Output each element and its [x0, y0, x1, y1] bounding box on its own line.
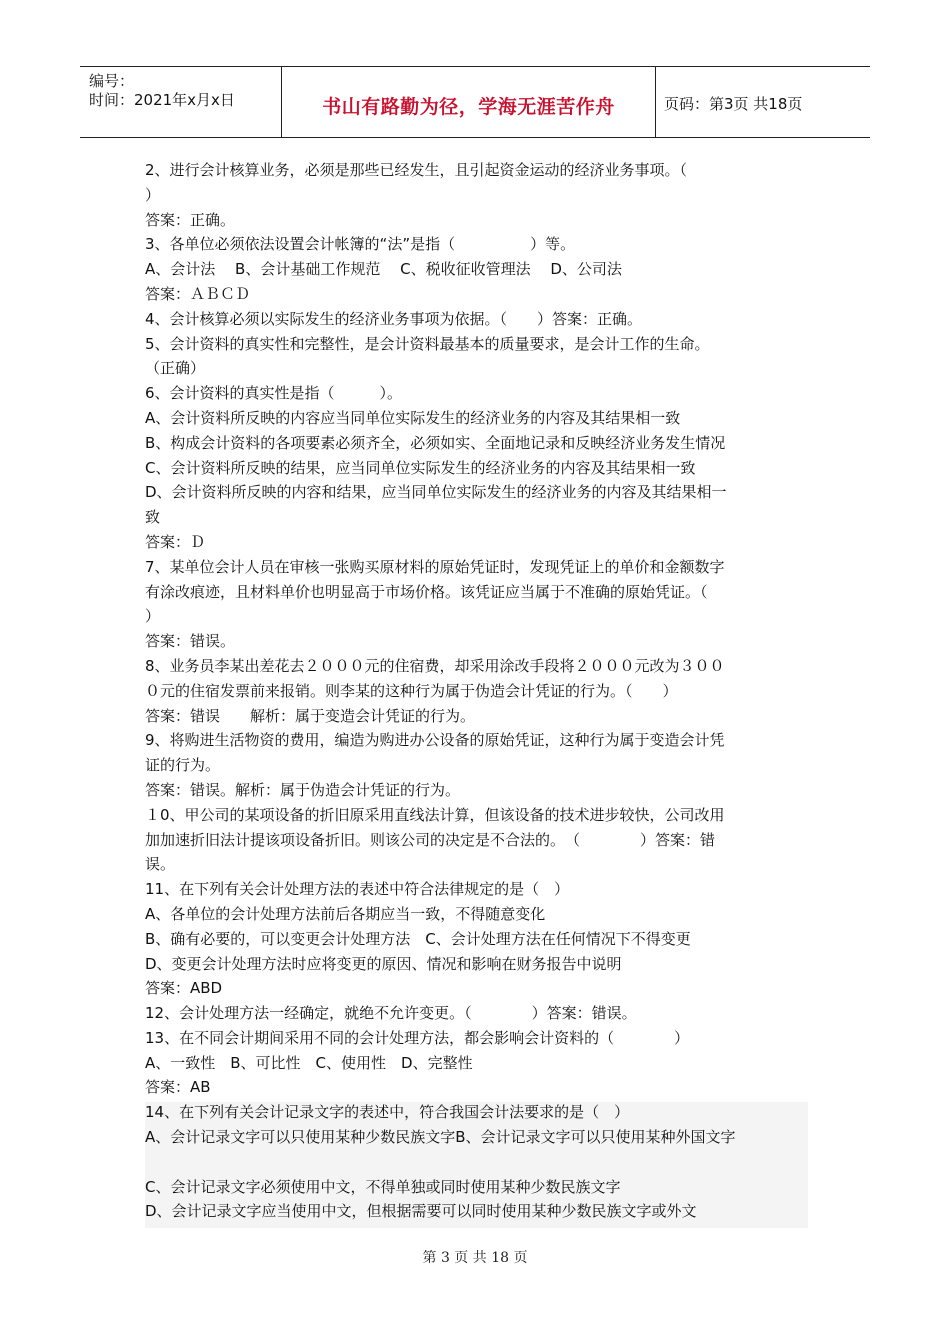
text-line: 答案：错误。解析：属于伪造会计凭证的行为。: [145, 780, 461, 799]
text-line: （正确）: [145, 359, 206, 378]
text-line: B、构成会计资料的各项要素必须齐全，必须如实、全面地记录和反映经济业务发生情况: [145, 433, 726, 452]
header-motto-cell: [282, 67, 656, 137]
text-line: A、会计资料所反映的内容应当同单位实际发生的经济业务的内容及其结果相一致: [145, 408, 681, 427]
text-line: 12、会计处理方法一经确定，就绝不允许变更。（ ）答案：错误。: [145, 1004, 637, 1023]
text-line: 3、各单位必须依法设置会计帐簿的“法”是指（ ）等。: [145, 235, 576, 254]
text-line: ０元的住宿发票前来报销。则李某的这种行为属于伪造会计凭证的行为。（ ）: [145, 681, 678, 700]
text-line: 答案：错误 解析：属于变造会计凭证的行为。: [145, 706, 476, 725]
text-line: 有涂改痕迹，且材料单价也明显高于市场价格。该凭证应当属于不准确的原始凭证。（: [145, 582, 708, 601]
text-line: １0、甲公司的某项设备的折旧原采用直线法计算，但该设备的技术进步较快，公司改用: [145, 805, 725, 824]
text-line: 答案：ABD: [145, 979, 223, 998]
document-time-label: 时间：2021年x月x日: [89, 91, 235, 109]
text-line: 答案：Ｄ: [145, 532, 206, 551]
page-footer: 第 3 页 共 18 页: [422, 1250, 528, 1266]
text-line: D、变更会计处理方法时应将变更的原因、情况和影响在财务报告中说明: [145, 954, 622, 973]
text-line: ）: [145, 185, 161, 204]
text-line: 答案：ＡＢＣＤ: [145, 284, 251, 303]
header-motto: 书山有路勤为径，学海无涯苦作舟: [322, 96, 615, 118]
text-line: A、各单位的会计处理方法前后各期应当一致，不得随意变化: [145, 904, 546, 923]
text-line: D、会计资料所反映的内容和结果，应当同单位实际发生的经济业务的内容及其结果相一: [145, 483, 727, 502]
text-line: A、会计记录文字可以只使用某种少数民族文字B、会计记录文字可以只使用某种外国文字: [145, 1128, 736, 1147]
text-line: 13、在不同会计期间采用不同的会计处理方法，都会影响会计资料的（ ）: [145, 1028, 690, 1047]
text-line: 11、在下列有关会计处理方法的表述中符合法律规定的是（ ）: [145, 880, 570, 899]
text-line: 答案：AB: [145, 1078, 211, 1097]
text-line: D、会计记录文字应当使用中文，但根据需要可以同时使用某种少数民族文字或外文: [145, 1202, 697, 1221]
text-line: 9、将购进生活物资的费用，编造为购进办公设备的原始凭证，这种行为属于变造会计凭: [145, 731, 725, 750]
text-line: 答案：正确。: [145, 210, 236, 229]
text-line: 8、业务员李某出差花去２０００元的住宿费，却采用涂改手段将２０００元改为３００: [145, 656, 725, 675]
text-line: A、一致性 B、可比性 C、使用性 D、完整性: [145, 1053, 473, 1072]
text-line: ）: [145, 607, 161, 626]
text-line: C、会计记录文字必须使用中文，不得单独或同时使用某种少数民族文字: [145, 1177, 621, 1196]
text-line: 加加速折旧法计提该项设备折旧。则该公司的决定是不合法的。 （ ）答案：错: [145, 830, 716, 849]
header-page-number: 页码：第3页 共18页: [664, 95, 803, 113]
text-line: B、确有必要的，可以变更会计处理方法 C、会计处理方法在任何情况下不得变更: [145, 929, 691, 948]
text-line: 6、会计资料的真实性是指（ ）。: [145, 384, 403, 403]
text-line: [145, 1150, 810, 1175]
header-table: [80, 66, 870, 138]
text-line: A、会计法 B、会计基础工作规范 C、税收征收管理法 D、公司法: [145, 260, 622, 279]
text-line: 4、会计核算必须以实际发生的经济业务事项为依据。（ ）答案：正确。: [145, 309, 643, 328]
text-line: 误。: [145, 855, 176, 874]
text-line: 答案：错误。: [145, 632, 236, 651]
header-meta-cell: [80, 67, 282, 137]
document-number-label: 编号：: [89, 72, 135, 90]
text-line: 致: [145, 508, 161, 527]
text-line: 2、进行会计核算业务，必须是那些已经发生，且引起资金运动的经济业务事项。（: [145, 161, 688, 179]
text-line: C、会计资料所反映的结果，应当同单位实际发生的经济业务的内容及其结果相一致: [145, 458, 696, 477]
document-body: [145, 158, 810, 1224]
text-line: 证的行为。: [145, 756, 221, 775]
text-line: 14、在下列有关会计记录文字的表述中，符合我国会计法要求的是（ ）: [145, 1103, 630, 1122]
text-line: 5、会计资料的真实性和完整性，是会计资料最基本的质量要求，是会计工作的生命。: [145, 334, 710, 353]
text-line: 7、某单位会计人员在审核一张购买原材料的原始凭证时，发现凭证上的单价和金额数字: [145, 557, 725, 576]
header-page-cell: [656, 67, 870, 137]
